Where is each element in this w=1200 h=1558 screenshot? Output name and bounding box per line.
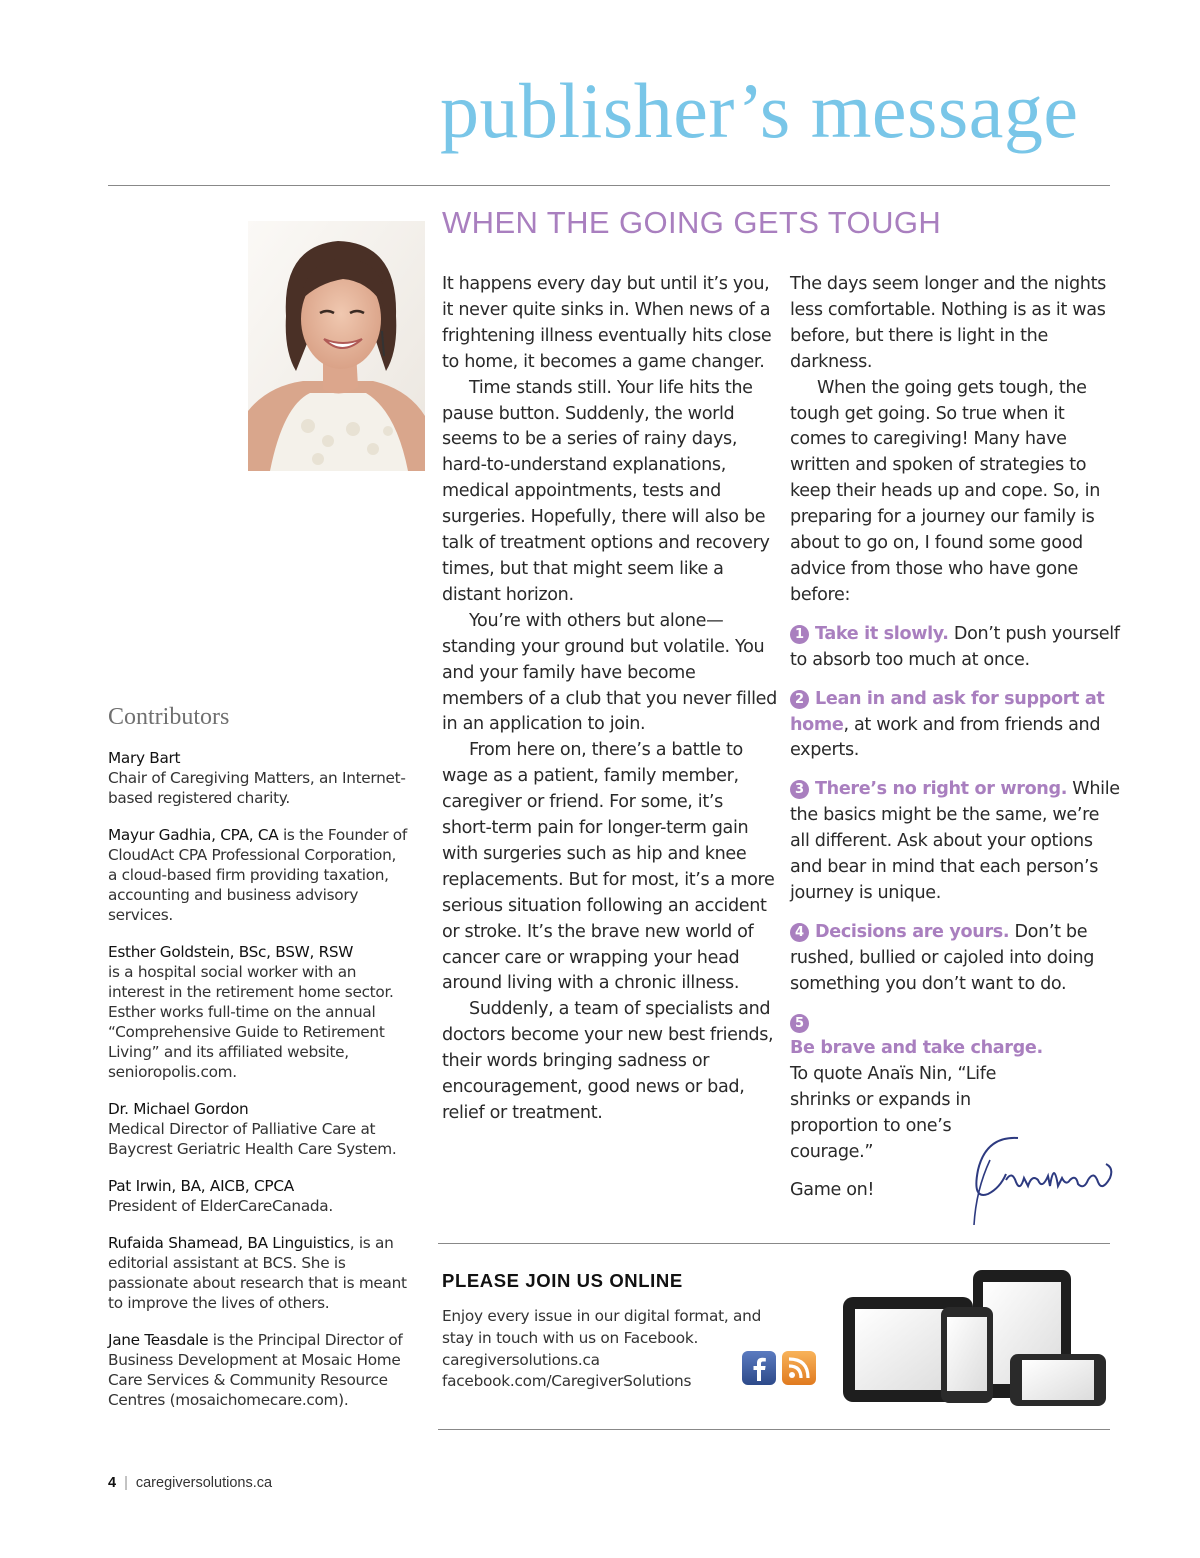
tip-number-badge: 3 xyxy=(790,780,809,799)
page-footer xyxy=(108,1475,272,1491)
contributor-description: President of ElderCareCanada. xyxy=(108,1197,333,1215)
tip-title: Decisions are yours. xyxy=(815,921,1010,942)
contributor-description: , is an editorial assistant at BCS. She is passionate about research that is meant to improve the lives of others. xyxy=(108,1234,407,1312)
tip-text: , at work and from friends and experts. xyxy=(790,714,1101,761)
publisher-photo xyxy=(248,221,425,471)
rss-icon[interactable] xyxy=(782,1351,816,1385)
contributor-entry xyxy=(108,748,408,808)
contributor-entry xyxy=(108,942,408,1082)
article-paragraph: You’re with others but alone—standing your ground but volatile. You and your family have become members of a club that you never filled in an application to join. xyxy=(442,610,777,735)
article-paragraph: When the going gets tough, the tough get going. So true when it comes to caregiving! Many have written and spoken of strategies to keep their heads up and cope. So, in preparing for a journey our family is about to go on, I found some good advice from those who have gone before: xyxy=(790,377,1101,605)
contributor-entry xyxy=(108,1233,408,1313)
join-section-divider-bottom xyxy=(438,1429,1110,1430)
contributor-description: is the Principal Director of Business Development at Mosaic Home Care Services & Community Resource Centres (mosaichomecare.com). xyxy=(108,1331,403,1409)
tip-text: While the basics might be the same, we’re all different. Ask about your options and bear in mind that each person’s journey is unique. xyxy=(790,779,1120,903)
page-number: 4 xyxy=(108,1475,117,1491)
header-divider xyxy=(108,185,1110,186)
tip-number-badge: 5 xyxy=(790,1014,809,1033)
article-paragraph: Suddenly, a team of specialists and doctors become your new best friends, their words bringing sadness or encouragement, good news or bad, relief or treatment. xyxy=(442,999,774,1123)
tip-item xyxy=(790,687,1120,765)
contributor-description: Medical Director of Palliative Care at Baycrest Geriatric Health Care System. xyxy=(108,1120,397,1158)
contributor-description: is the Founder of CloudAct CPA Professional Corporation, a cloud-based firm providing taxation, accounting and business advisory services. xyxy=(108,826,407,924)
signoff: Game on! xyxy=(790,1180,875,1200)
footer-site: caregiversolutions.ca xyxy=(135,1475,273,1491)
contributors-list xyxy=(108,748,408,1427)
contributor-name: Pat Irwin, BA, AICB, CPCA xyxy=(108,1177,294,1195)
tip-text: Don’t be rushed, bullied or cajoled into doing something you don’t want to do. xyxy=(790,921,1095,994)
tip-text: To quote Anaïs Nin, “Life shrinks or expands in proportion to one’s courage.” xyxy=(790,1064,997,1163)
join-online-text xyxy=(442,1306,782,1393)
join-section-divider-top xyxy=(438,1243,1110,1244)
tip-number-badge: 1 xyxy=(790,625,809,644)
contributor-name: Mayur Gadhia, CPA, CA xyxy=(108,826,279,844)
signature-image xyxy=(966,1130,1116,1232)
contributor-name: Mary Bart xyxy=(108,749,181,767)
tip-number-badge: 2 xyxy=(790,690,809,709)
article-paragraph: From here on, there’s a battle to wage as a patient, family member, caregiver or friend. For some, it’s short-term pain for longer-term gain with surgeries such as hip and knee replacements. But for most, it’s a more serious situation following an accident or stroke. It’s the brave new world of cancer care or wrapping your head around living with a chronic illness. xyxy=(442,740,775,994)
contributor-name: Rufaida Shamead, BA Linguistics xyxy=(108,1234,350,1252)
contributor-name: Dr. Michael Gordon xyxy=(108,1100,249,1118)
join-online-title: PLEASE JOIN US ONLINE xyxy=(442,1270,683,1291)
contributor-description: is a hospital social worker with an interest in the retirement home sector. Esther works full-time on the annual “Comprehensive Guide to Retirement Living” and its affiliated website, senioropolis.com. xyxy=(108,963,394,1081)
contributor-entry xyxy=(108,1176,408,1216)
contributor-description: Chair of Caregiving Matters, an Internet-based registered charity. xyxy=(108,769,406,807)
article-column-1 xyxy=(442,272,777,1127)
footer-separator: | xyxy=(124,1475,128,1491)
devices-illustration xyxy=(838,1262,1110,1410)
article-paragraph: It happens every day but until it’s you, it never quite sinks in. When news of a frightening illness eventually hits close to home, it becomes a game changer. xyxy=(442,274,772,372)
tip-item xyxy=(790,777,1120,907)
join-line: stay in touch with us on Facebook. xyxy=(442,1328,699,1347)
contributors-title: Contributors xyxy=(108,704,230,730)
tip-text: Don’t push yourself to absorb too much at once. xyxy=(790,623,1120,670)
facebook-link[interactable]: facebook.com/CaregiverSolutions xyxy=(442,1372,692,1391)
article-paragraph: The days seem longer and the nights less comfortable. Nothing is as it was before, but there is light in the darkness. xyxy=(790,274,1106,372)
contributor-entry xyxy=(108,1330,408,1410)
contributor-entry xyxy=(108,825,408,925)
facebook-icon[interactable] xyxy=(742,1351,776,1385)
article-column-2 xyxy=(790,272,1120,1204)
join-line: Enjoy every issue in our digital format, and xyxy=(442,1307,762,1325)
tip-item xyxy=(790,622,1120,674)
tip-title: Lean in and ask for support at home xyxy=(790,688,1105,735)
tip-item xyxy=(790,920,1120,998)
tip-title: Take it slowly. xyxy=(815,623,949,644)
article-paragraph: Time stands still. Your life hits the pause button. Suddenly, the world seems to be a series of rainy days, hard-to-understand explanations, medical appointments, tests and surgeries. Hopefully, there will also be talk of treatment options and recovery times, but that might seem like a distant horizon. xyxy=(442,377,770,605)
tip-title: Be brave and take charge. xyxy=(790,1038,1043,1059)
tip-number-badge: 4 xyxy=(790,923,809,942)
website-link[interactable]: caregiversolutions.ca xyxy=(442,1350,600,1369)
contributor-name: Esther Goldstein, BSc, BSW, RSW xyxy=(108,943,354,961)
contributor-name: Jane Teasdale xyxy=(108,1331,209,1349)
tip-title: There’s no right or wrong. xyxy=(815,779,1068,800)
contributor-entry xyxy=(108,1099,408,1159)
article-headline: WHEN THE GOING GETS TOUGH xyxy=(442,205,942,240)
masthead-title: publisher’s message xyxy=(440,67,1079,154)
publisher-portrait-image xyxy=(248,221,425,471)
